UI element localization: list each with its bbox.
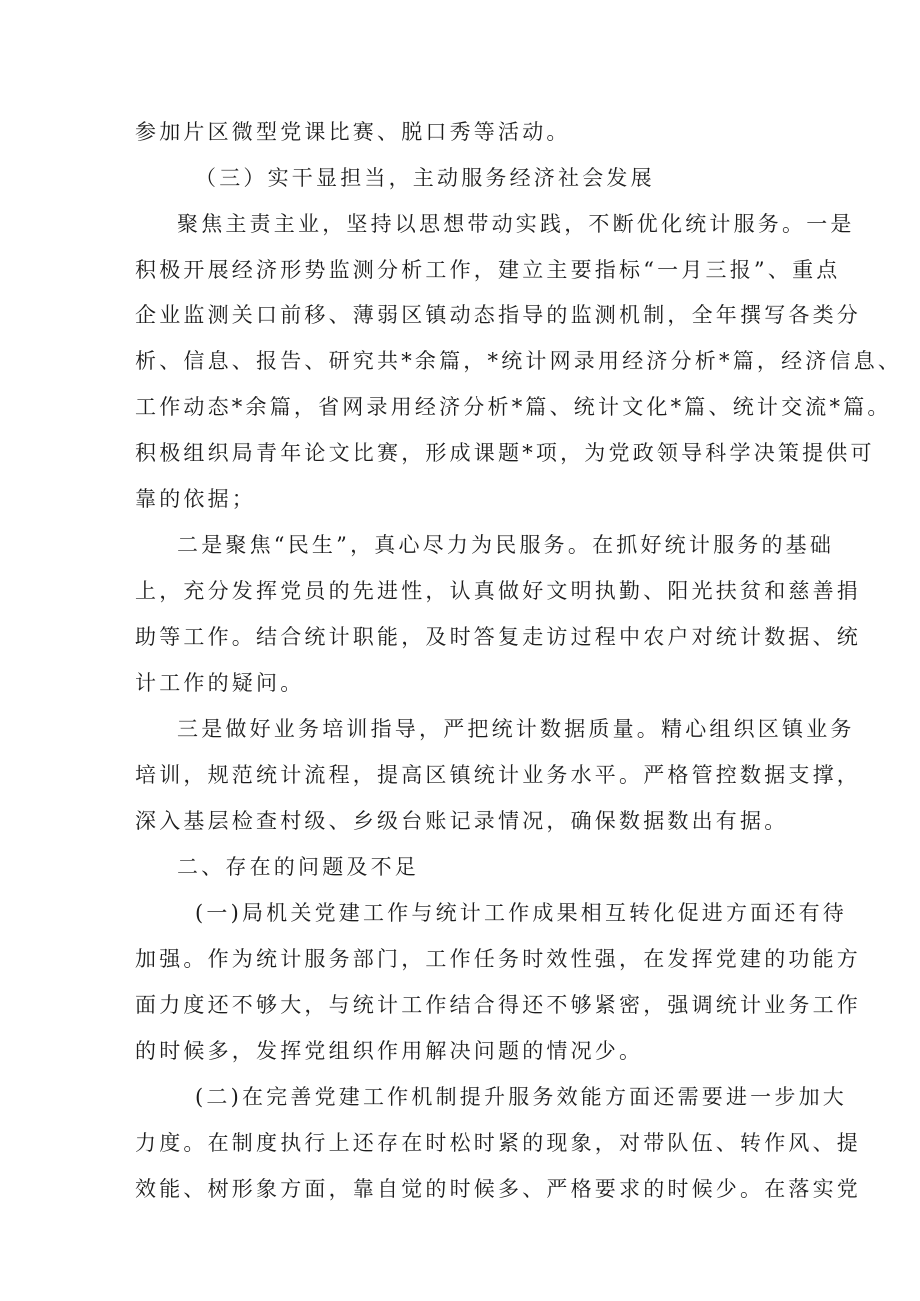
paragraph-line: 积极组织局青年论文比赛，形成课题*项，为党政领导科学决策提供可	[135, 441, 875, 465]
paragraph-line: 计工作的疑问。	[135, 671, 305, 695]
paragraph-line: 企业监测关口前移、薄弱区镇动态指导的监测机制，全年撰写各类分	[135, 303, 861, 327]
paragraph-line: 上，充分发挥党员的先进性，认真做好文明执勤、阳光扶贫和慈善捐	[135, 579, 861, 603]
paragraph-line: 培训，规范统计流程，提高区镇统计业务水平。严格管控数据支撑，	[135, 763, 861, 787]
paragraph-line: 的时候多，发挥党组织作用解决问题的情况少。	[135, 1039, 644, 1063]
section-heading: 二、存在的问题及不足	[177, 855, 419, 879]
section-heading: （三）实干显担当，主动服务经济社会发展	[195, 166, 655, 190]
paragraph-line: 效能、树形象方面，靠自觉的时候多、严格要求的时候少。在落实党	[135, 1177, 861, 1201]
paragraph-line: 助等工作。结合统计职能，及时答复走访过程中农户对统计数据、统	[135, 625, 861, 649]
paragraph-line: 三是做好业务培训指导，严把统计数据质量。精心组织区镇业务	[177, 717, 855, 741]
paragraph-line: (一)局机关党建工作与统计工作成果相互转化促进方面还有待	[195, 901, 847, 925]
paragraph-line: 力度。在制度执行上还存在时松时紧的现象，对带队伍、转作风、提	[135, 1131, 861, 1155]
paragraph-line: 面力度还不够大，与统计工作结合得还不够紧密，强调统计业务工作	[135, 993, 861, 1017]
paragraph-line: (二)在完善党建工作机制提升服务效能方面还需要进一步加大	[195, 1085, 847, 1109]
paragraph-line: 二是聚焦“民生”，真心尽力为民服务。在抓好统计服务的基础	[177, 533, 835, 557]
paragraph-line: 参加片区微型党课比赛、脱口秀等活动。	[135, 120, 571, 144]
paragraph-line: 加强。作为统计服务部门，工作任务时效性强，在发挥党建的功能方	[135, 947, 861, 971]
paragraph-line: 聚焦主责主业，坚持以思想带动实践，不断优化统计服务。一是	[177, 212, 855, 236]
paragraph-line: 深入基层检查村级、乡级台账记录情况，确保数据数出有据。	[135, 809, 789, 833]
paragraph-line: 积极开展经济形势监测分析工作，建立主要指标“一月三报”、重点	[135, 258, 841, 282]
paragraph-line: 工作动态*余篇，省网录用经济分析*篇、统计文化*篇、统计交流*篇。	[135, 395, 892, 419]
paragraph-line: 靠的依据；	[135, 487, 256, 511]
paragraph-line: 析、信息、报告、研究共*余篇，*统计网录用经济分析*篇，经济信息、	[135, 349, 903, 373]
